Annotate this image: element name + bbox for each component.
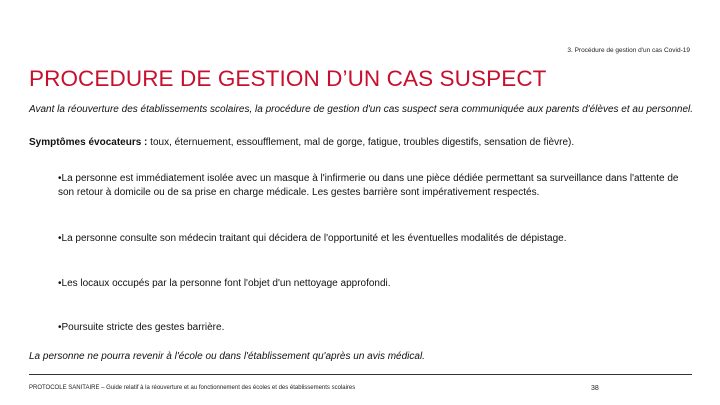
page-number: 38 <box>591 385 599 392</box>
conclusion-paragraph: La personne ne pourra revenir à l'école ou dans l'établissement qu'après un avis médical. <box>29 351 425 362</box>
intro-paragraph: Avant la réouverture des établissements scolaires, la procédure de gestion d'un cas suspect sera communiquée aux parents d'élèves et au personnel. <box>29 104 694 115</box>
bullet-consult-doctor: •La personne consulte son médecin traitant qui décidera de l'opportunité et les éventuelles modalités de dépistage. <box>58 233 567 244</box>
symptoms-label: Symptômes évocateurs : <box>29 137 148 148</box>
symptoms-paragraph <box>29 136 694 149</box>
symptoms-text: toux, éternuement, essoufflement, mal de gorge, fatigue, troubles digestifs, sensation de fièvre). <box>147 137 575 148</box>
page-title: PROCEDURE DE GESTION D’UN CAS SUSPECT <box>29 66 547 91</box>
bullet-isolation: •La personne est immédiatement isolée avec un masque à l'infirmerie ou dans une pièce dédiée permettant sa surveillance dans l'attente de son retour à domicile ou de sa prise en charge médicale. Les gestes barrière sont impérativement respectés. <box>58 173 679 198</box>
footer-divider <box>29 374 692 375</box>
section-note: 3. Procédure de gestion d'un cas Covid-19 <box>567 47 690 54</box>
bullet-barrier-gestures: •Poursuite stricte des gestes barrière. <box>58 322 225 333</box>
bullet-cleaning: •Les locaux occupés par la personne font l'objet d'un nettoyage approfondi. <box>58 278 391 289</box>
footer-text: PROTOCOLE SANITAIRE – Guide relatif à la réouverture et au fonctionnement des écoles et des établissements scolaires <box>29 385 356 391</box>
